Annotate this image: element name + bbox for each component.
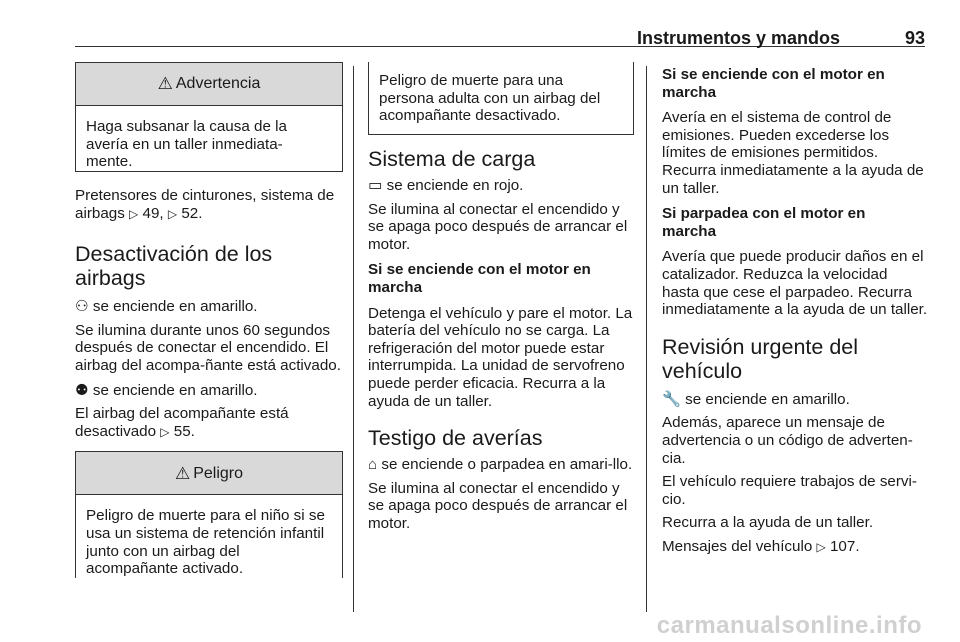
warning-header xyxy=(76,63,342,106)
watermark: carmanualsonline.info xyxy=(656,612,922,639)
warning-title: Advertencia xyxy=(175,75,261,93)
warning-box xyxy=(75,62,343,172)
carga-text-1: Se ilumina al conectar el encendido y se apaga poco después de arrancar el motor. xyxy=(368,200,628,253)
ilumina-text: Se ilumina durante unos 60 segundos después de conectar el encendido. El airbag del acompa-ñante está activado. xyxy=(75,321,341,374)
column-3 xyxy=(662,62,928,556)
danger-body-continued: Peligro de muerte para una persona adulta con un airbag del acompañante desactivado. xyxy=(379,72,601,125)
section-title-revision: Revisión urgente del vehículo xyxy=(662,334,859,383)
pretensores-text: Pretensores de cinturones, sistema de airbags ▷ 49, ▷ 52. xyxy=(75,187,335,222)
column-divider xyxy=(353,66,354,612)
airbag-on-icon: ⚇ xyxy=(75,298,89,316)
column-2 xyxy=(368,62,634,533)
text-catalizador: Avería que puede producir daños en el catalizador. Reduzca la velocidad hasta que cese el parpadeo. Recurra inmediatamente a la ayuda de un taller. xyxy=(662,248,928,319)
airbag-on-line: ⚇ se enciende en amarillo. xyxy=(75,298,258,316)
danger-box-continued xyxy=(368,62,634,135)
subheading-motor-marcha: Si se enciende con el motor en marcha xyxy=(662,66,885,101)
danger-box xyxy=(75,451,343,578)
battery-icon: ▭ xyxy=(368,177,383,194)
warning-body: Haga subsanar la causa de la avería en un taller inmediata-mente. xyxy=(86,118,287,171)
revision-symbol-line: 🔧 se enciende en amarillo. xyxy=(662,390,850,408)
danger-title: Peligro xyxy=(193,464,244,482)
section-title-carga: Sistema de carga xyxy=(368,147,536,171)
page-header xyxy=(75,22,925,47)
header-title: Instrumentos y mandos xyxy=(636,28,840,48)
averias-symbol-line: ⌂ se enciende o parpadea en amari-llo. xyxy=(368,456,633,474)
revision-text-4: Mensajes del vehículo ▷ 107. xyxy=(662,537,860,555)
danger-header xyxy=(76,452,342,495)
danger-triangle-icon: ⚠ xyxy=(174,463,191,483)
reference-arrow-icon: ▷ xyxy=(816,539,826,554)
section-title-desactivacion: Desactivación de los airbags xyxy=(75,242,273,291)
wrench-car-icon: 🔧 xyxy=(662,390,681,408)
column-1 xyxy=(75,62,343,578)
carga-text-2: Detenga el vehículo y pare el motor. La batería del vehículo no se carga. La refrigeración del motor puede estar interrumpida. La unidad de servofreno puede perder eficacia. Recurra a la ayuda de un taller. xyxy=(368,304,633,410)
reference-arrow-icon: ▷ xyxy=(129,206,139,221)
page-number: 93 xyxy=(904,28,925,48)
airbag-off-line: ⚉ se enciende en amarillo. xyxy=(75,381,258,399)
text-emisiones: Avería en el sistema de control de emisiones. Pueden excederse los límites de emisiones permitidos. Recurra inmediatamente a la ayuda de un taller. xyxy=(662,109,924,197)
carga-subheading: Si se enciende con el motor en marcha xyxy=(368,261,591,296)
airbag-off-icon: ⚉ xyxy=(75,381,89,399)
warning-triangle-icon: ⚠ xyxy=(157,74,173,94)
revision-text-2: El vehículo requiere trabajos de servi-cio. xyxy=(662,473,917,508)
revision-text-3: Recurra a la ayuda de un taller. xyxy=(662,514,874,532)
reference-arrow-icon: ▷ xyxy=(160,424,170,439)
column-divider xyxy=(646,66,647,612)
revision-text-1: Además, aparece un mensaje de advertencia o un código de adverten-cia. xyxy=(662,414,913,467)
reference-arrow-icon: ▷ xyxy=(167,206,178,221)
engine-icon: ⌂ xyxy=(368,456,378,474)
section-title-averias: Testigo de averías xyxy=(368,426,543,451)
carga-symbol-line: ▭ se enciende en rojo. xyxy=(368,177,524,194)
desactivado-text: El airbag del acompañante está desactivado ▷ 55. xyxy=(75,405,289,440)
averias-text-1: Se ilumina al conectar el encendido y se apaga poco después de arrancar el motor. xyxy=(368,479,628,532)
danger-body: Peligro de muerte para el niño si se usa un sistema de retención infantil junto con un airbag del acompañante activado. xyxy=(86,507,325,578)
subheading-parpadea: Si parpadea con el motor en marcha xyxy=(662,205,866,240)
